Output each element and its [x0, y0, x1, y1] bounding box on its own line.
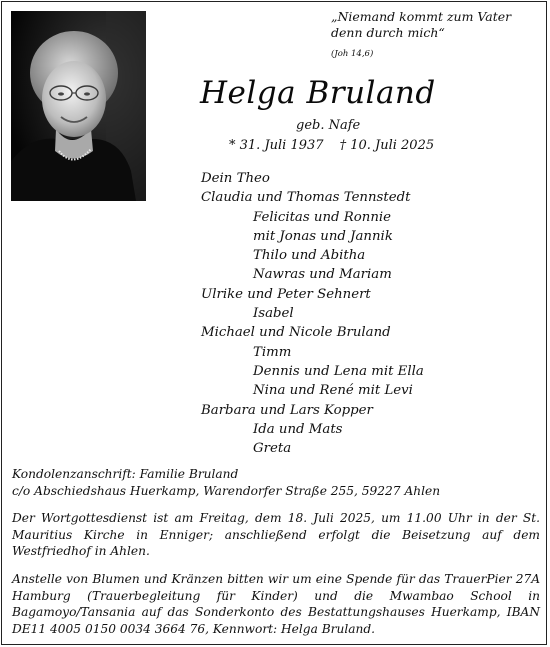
life-dates: [229, 138, 434, 153]
mourner-line: Ida und Mats: [253, 421, 343, 437]
mourner-line: Felicitas und Ronnie: [253, 209, 392, 225]
mourner-line: Timm: [253, 344, 292, 360]
quote-line-2: denn durch mich“: [331, 25, 445, 40]
donation-request-text: Anstelle von Blumen und Kränzen bitten wir um eine Spende für das TrauerPier 27A Hamburg (Trauerbegleitung für Kinder) und die Mwambao School in Bagamoyo/Tansania auf das Sonderkonto des Bestattungshauses Huerkamp, IBAN DE11 4005 0150 0034 3664 76, Kennwort: Helga Bruland.: [12, 572, 540, 636]
address-line-2: c/o Abschiedshaus Huerkamp, Warendorfer Straße 255, 59227 Ahlen: [12, 483, 441, 498]
quote-line-1: „Niemand kommt zum Vater: [331, 9, 512, 24]
death-date: † 10. Juli 2025: [339, 138, 435, 153]
mourner-line: Dein Theo: [201, 171, 270, 186]
mourner-line: Isabel: [253, 306, 294, 322]
mourner-line: Nina und René mit Levi: [253, 383, 413, 399]
mourner-line: mit Jonas und Jannik: [253, 228, 393, 244]
birth-date: * 31. Juli 1937: [229, 138, 324, 153]
portrait-photo: [11, 11, 146, 201]
mourner-line: Thilo und Abitha: [253, 248, 366, 264]
mourner-line: Dennis und Lena mit Ella: [253, 363, 424, 379]
portrait-image: [11, 11, 146, 201]
mourner-line: Barbara und Lars Kopper: [201, 402, 373, 418]
funeral-service-text: Der Wortgottesdienst ist am Freitag, dem 18. Juli 2025, um 11.00 Uhr in der St. Mauritius Kirche in Enniger; anschließend erfolgt die Beisetzung auf dem Westfriedhof in Ahlen.: [12, 511, 540, 558]
condolence-address: [12, 466, 540, 499]
quote-reference: (Joh 14,6): [331, 49, 374, 59]
mourner-line: Ulrike und Peter Sehnert: [201, 286, 371, 302]
birth-name: geb. Nafe: [296, 118, 361, 133]
address-line-1: Kondolenzanschrift: Familie Bruland: [12, 467, 239, 481]
mourner-line: Nawras und Mariam: [253, 267, 392, 283]
mourners-list: [201, 169, 531, 458]
mourner-line: Greta: [253, 441, 292, 457]
mourner-line: Michael und Nicole Bruland: [201, 325, 391, 341]
mourner-line: Claudia und Thomas Tennstedt: [201, 190, 411, 206]
deceased-name: Helga Bruland: [200, 75, 436, 111]
bible-quote: [331, 9, 541, 62]
